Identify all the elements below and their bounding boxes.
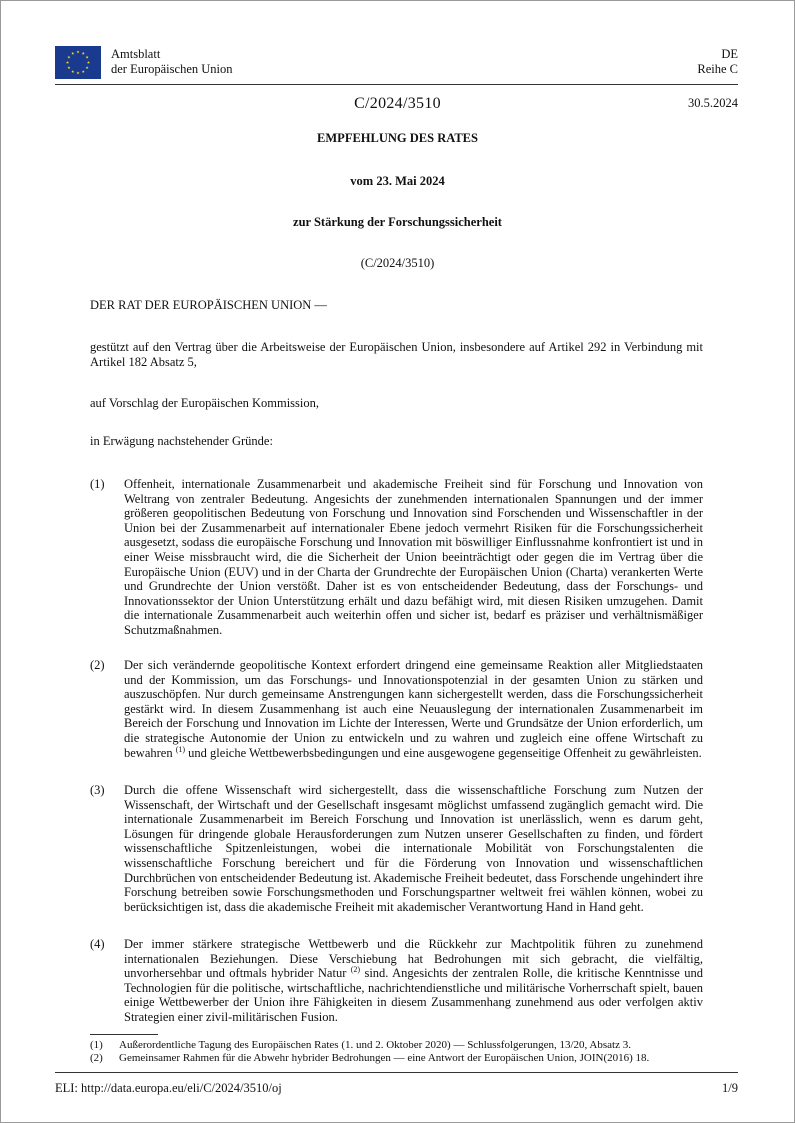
footnote-reference[interactable]: (1) [175, 744, 186, 754]
recital-text-part: sind. Angesichts der zentralen Rolle, die kritische Kenntnisse und Technologien für die politische, wirtschaftliche, nachrichtendienstliche und militärische Vorherrschaft spielt, bauen einige Wettbewerber der Union ihre Fähigkeiten in diesem Zusammenhang zunehmend aus oder verfolgen aktiv Strategien einer zivil-militärischen Fusion. [124, 966, 703, 1024]
document-reference: (C/2024/3510) [360, 256, 435, 270]
recital-text: Durch die offene Wissenschaft wird sichergestellt, dass die wissenschaftliche Forschung zum Nutzen der Wissenschaft, der Wirtschaft und der Gesellschaft insgesamt möglichst umfassend zugänglich gemacht wird. Die internationale Zusammenarbeit im Bereich Forschung und Innovation ist unerlässlich, wenn es darum geht, Lösungen für dringende globale Herausforderungen zum Nutzen unserer Gesellschaften zu finden, und fördert wissenschaftliche Spitzenleistungen, wobei die internationale Mobilität von Forschungstalenten die wissenschaftliche Forschung bereichert und für die Förderung von Innovation und wissenschaftlichen Durchbrüchen von entscheidender Bedeutung ist. Akademische Freiheit bedeutet, dass Forschende ungehindert ihre Forschung betreiben sowie Forschungsmethoden und Forschungspartner weltweit frei wählen können, wobei zu berücksichtigen ist, dass die akademische Freiheit mit akademischer Verantwortung Hand in Hand geht. [124, 783, 703, 914]
recital-text-part: Der immer stärkere strategische Wettbewerb und die Rückkehr zur Machtpolitik führen zu zunehmend internationalen Beziehungen. Diese Verschiebung hat Bedrohungen mit sich gebracht, die vielfältig, unvorhersehbar und oftmals hybrider Natur [124, 937, 703, 981]
document-subject: zur Stärkung der Forschungssicherheit [293, 215, 502, 229]
recital-number: (2) [90, 658, 105, 672]
document-number: C/2024/3510 [354, 95, 441, 112]
footnote-text: Gemeinsamer Rahmen für die Abwehr hybrider Bedrohungen — eine Antwort der Europäischen Union, JOIN(2016) 18. [119, 1052, 650, 1064]
recital-number: (3) [90, 783, 105, 797]
journal-title-line1: Amtsblatt [111, 47, 161, 61]
eu-stars-icon [55, 46, 101, 79]
header-divider [55, 84, 738, 85]
footnote-reference[interactable]: (2) [350, 965, 361, 975]
eli-link[interactable]: ELI: http://data.europa.eu/eli/C/2024/3510/oj [55, 1081, 282, 1095]
whereas-intro: in Erwägung nachstehender Gründe: [90, 434, 273, 448]
recital-text-part: Der sich verändernde geopolitische Kontext erfordert dringend eine gemeinsame Reaktion aller Mitgliedstaaten und der Kommission, um das Forschungs- und Innovationspotenzial in der gesamten Union zu stärken und auszuschöpfen. Nur durch gemeinsame Anstrengungen kann sichergestellt werden, dass die Forschungssicherheit gestärkt wird. In diesem Zusammenhang ist auch eine Neuauslegung der internationalen Zusammenarbeit im Bereich der Forschung und Innovation im Lichte der Interessen, Werte und Grundsätze der Union erforderlich, um die strategische Autonomie der Union zu entwickeln und zu wahren und zugleich eine offene Wirtschaft zu bewahren [124, 658, 703, 760]
footnote-number: (1) [90, 1039, 103, 1051]
footer-divider [55, 1072, 738, 1073]
page-number: 1/9 [722, 1081, 738, 1095]
eu-flag-logo [55, 46, 101, 79]
language-code: DE [721, 47, 738, 61]
council-heading: DER RAT DER EUROPÄISCHEN UNION — [90, 298, 327, 312]
series-label: Reihe C [697, 62, 738, 76]
recital-text [124, 658, 703, 760]
footnote-number: (2) [90, 1052, 103, 1064]
recital-number: (4) [90, 937, 105, 951]
document-title: EMPFEHLUNG DES RATES [317, 131, 478, 145]
journal-meta [697, 47, 738, 77]
journal-title-line2: der Europäischen Union [111, 62, 233, 76]
document-date-line: vom 23. Mai 2024 [350, 174, 445, 188]
recital-text [124, 937, 703, 1025]
publication-date: 30.5.2024 [688, 96, 738, 110]
journal-title [111, 47, 233, 77]
legal-basis-citation: gestützt auf den Vertrag über die Arbeitsweise der Europäischen Union, insbesondere auf Artikel 292 in Verbindung mit Artikel 182 Absatz 5, [90, 340, 703, 369]
recital-text-part: und gleiche Wettbewerbsbedingungen und eine ausgewogene gegenseitige Offenheit zu gewährleisten. [185, 745, 702, 760]
recital-number: (1) [90, 477, 105, 491]
recital-text: Offenheit, internationale Zusammenarbeit und akademische Freiheit sind für Forschung und Innovation von Weltrang von zentraler Bedeutung. Angesichts der zunehmenden internationalen Spannungen und der immer größeren geopolitischen Bedeutung von Forschung und Innovation sind Forschenden und Wissenschaftler in der Union bei der Zusammenarbeit auf internationaler Ebene jedoch vermehrt Risiken für die Forschungssicherheit ausgesetzt, sodass die europäische Forschung und Innovation mit böswilliger Einflussnahme konfrontiert ist und in einer Weise missbraucht wird, die die Sicherheit der Union beeinträchtigt oder gegen die im Vertrag über die Europäische Union (EUV) und in der Charta der Grundrechte der Europäischen Union (Charta) verankerten Werte und Grundrechte der Union verstößt. Daher ist es von entscheidender Bedeutung, dass der Forschungs- und Innovationssektor der Union Unterstützung erhält und dazu befähigt wird, mit diesen Risiken umzugehen. Damit die internationale Zusammenarbeit auch weiterhin offen und sicher ist, bedarf es präziser und verhältnismäßiger Schutzmaßnahmen. [124, 477, 703, 637]
proposal-citation: auf Vorschlag der Europäischen Kommission, [90, 396, 320, 410]
footnote-text: Außerordentliche Tagung des Europäischen Rates (1. und 2. Oktober 2020) — Schlussfolgerungen, 13/20, Absatz 3. [119, 1039, 631, 1051]
footnote-divider [90, 1034, 158, 1035]
